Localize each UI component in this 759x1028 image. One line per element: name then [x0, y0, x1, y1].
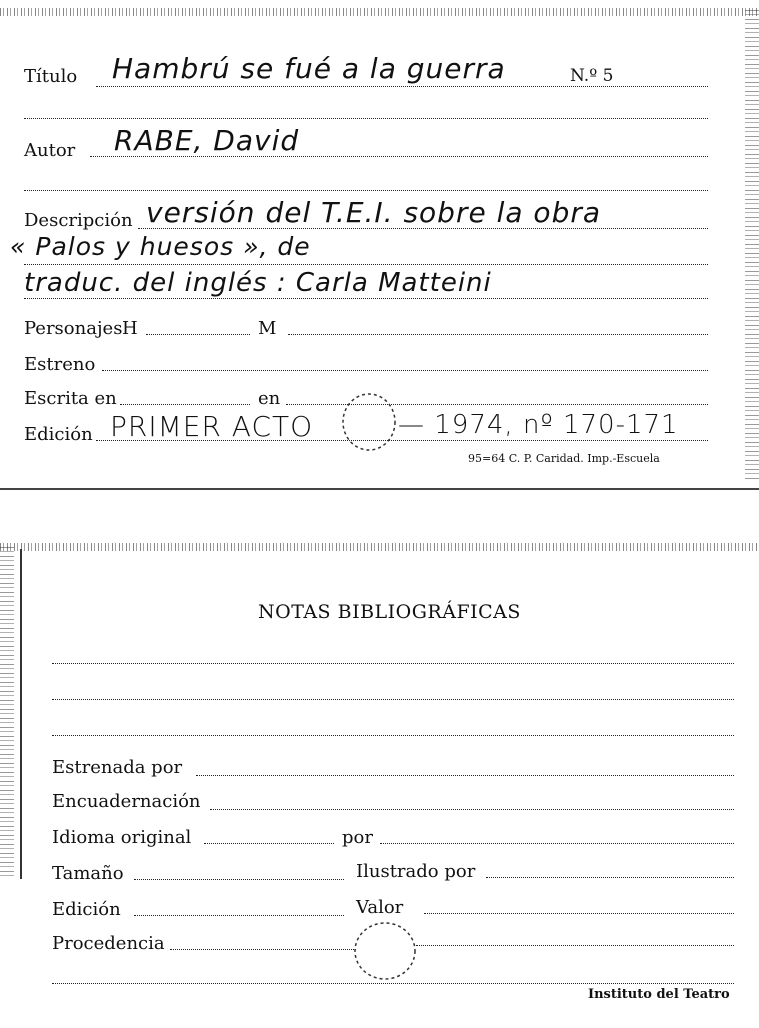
estrenada-label: Estrenada por [52, 757, 183, 778]
notas-line-1 [52, 663, 734, 664]
edicion-back-label: Edición [52, 899, 121, 920]
edicion-handwriting: PRIMER ACTO [110, 410, 314, 443]
titulo-line [96, 86, 708, 87]
escrita-line [120, 404, 250, 405]
descripcion-handwriting-2: « Palos y huesos », de [10, 232, 311, 261]
personajes-m-label: M [258, 318, 277, 339]
autor-extra-line [24, 190, 708, 191]
procedencia-line-2 [416, 945, 734, 946]
notas-heading: NOTAS BIBLIOGRÁFICAS [258, 601, 521, 623]
encuadernacion-line [210, 809, 734, 810]
valor-line [424, 913, 734, 914]
idioma-line [204, 843, 334, 844]
valor-label: Valor [356, 897, 404, 918]
printer-mark: 95=64 C. P. Caridad. Imp.-Escuela [468, 452, 660, 465]
personajes-h-line [146, 334, 250, 335]
card-bottom-edge [0, 488, 759, 490]
notas-line-3 [52, 735, 734, 736]
descripcion-line-2 [24, 264, 708, 265]
titulo-number: N.º 5 [570, 66, 614, 86]
autor-label: Autor [24, 140, 76, 161]
descripcion-label: Descripción [24, 210, 133, 231]
autor-handwriting: RABE, David [114, 124, 300, 157]
card-left-border [20, 549, 22, 879]
notas-line-bottom [52, 983, 734, 984]
card-top-edge [0, 8, 759, 16]
titulo-handwriting: Hambrú se fué a la guerra [112, 52, 506, 85]
edicion-label: Edición [24, 424, 93, 445]
estreno-label: Estreno [24, 354, 96, 375]
edicion-back-line [134, 915, 344, 916]
card-top-edge [0, 543, 759, 551]
card-left-edge [0, 547, 14, 877]
escrita-en2-label: en [258, 388, 281, 409]
punch-hole-icon [340, 390, 398, 454]
procedencia-line [170, 949, 356, 950]
idioma-por-line [380, 843, 734, 844]
ilustrado-label: Ilustrado por [356, 861, 476, 882]
tamano-line [134, 879, 344, 880]
titulo-extra-line [24, 118, 708, 119]
notas-line-2 [52, 699, 734, 700]
card-right-edge [745, 10, 759, 480]
ilustrado-line [486, 877, 734, 878]
titulo-label: Título [24, 66, 78, 87]
estrenada-line [196, 775, 734, 776]
descripcion-handwriting-1: versión del T.E.I. sobre la obra [146, 196, 602, 229]
edicion-handwriting-suffix: — 1974, nº 170-171 [398, 410, 679, 440]
back-card [0, 535, 759, 1028]
escrita-label: Escrita en [24, 388, 117, 409]
descripcion-line-3 [24, 298, 708, 299]
idioma-label: Idioma original [52, 827, 192, 848]
institute-footer: Instituto del Teatro [588, 987, 730, 1002]
estreno-line [102, 370, 708, 371]
personajes-label: Personajes [24, 318, 123, 339]
punch-hole-icon [352, 919, 418, 983]
idioma-por-label: por [342, 827, 373, 848]
descripcion-handwriting-3: traduc. del inglés : Carla Matteini [24, 268, 492, 298]
procedencia-label: Procedencia [52, 933, 165, 954]
front-card [0, 0, 759, 495]
tamano-label: Tamaño [52, 863, 124, 884]
personajes-m-line [288, 334, 708, 335]
encuadernacion-label: Encuadernación [52, 791, 201, 812]
personajes-h-label: H [122, 318, 138, 339]
